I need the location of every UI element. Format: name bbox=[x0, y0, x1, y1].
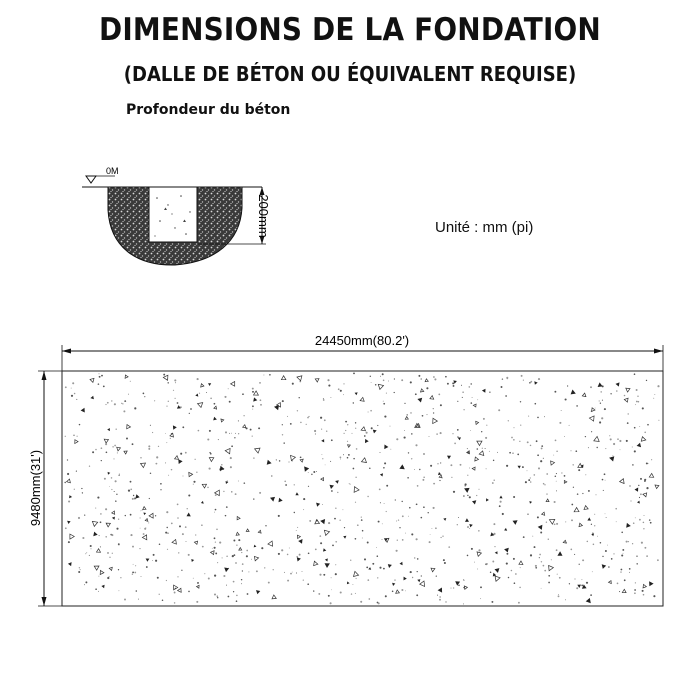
page-subtitle: (DALLE DE BÉTON OU ÉQUIVALENT REQUISE) bbox=[123, 62, 577, 86]
unit-label: Unité : mm (pi) bbox=[435, 219, 534, 236]
concrete-core bbox=[149, 187, 197, 242]
slab-width-dimension bbox=[28, 371, 62, 606]
concrete-depth-heading: Profondeur du béton bbox=[126, 102, 291, 118]
page-title: DIMENSIONS DE LA FONDATION bbox=[99, 12, 601, 48]
length-dimension-label: 24450mm(80.2') bbox=[314, 333, 410, 348]
depth-dimension-label: 200mm bbox=[256, 194, 271, 238]
level-marker-icon bbox=[86, 176, 96, 183]
width-dimension-label: 9480mm(31') bbox=[28, 449, 43, 527]
length-arrow-right bbox=[654, 349, 663, 354]
cross-section-detail bbox=[82, 166, 271, 265]
width-arrow-bottom bbox=[42, 597, 47, 606]
level-label: 0M bbox=[106, 166, 119, 176]
concrete-slab bbox=[62, 371, 663, 606]
length-arrow-left bbox=[62, 349, 71, 354]
slab-length-dimension bbox=[62, 333, 663, 372]
width-arrow-top bbox=[42, 371, 47, 380]
